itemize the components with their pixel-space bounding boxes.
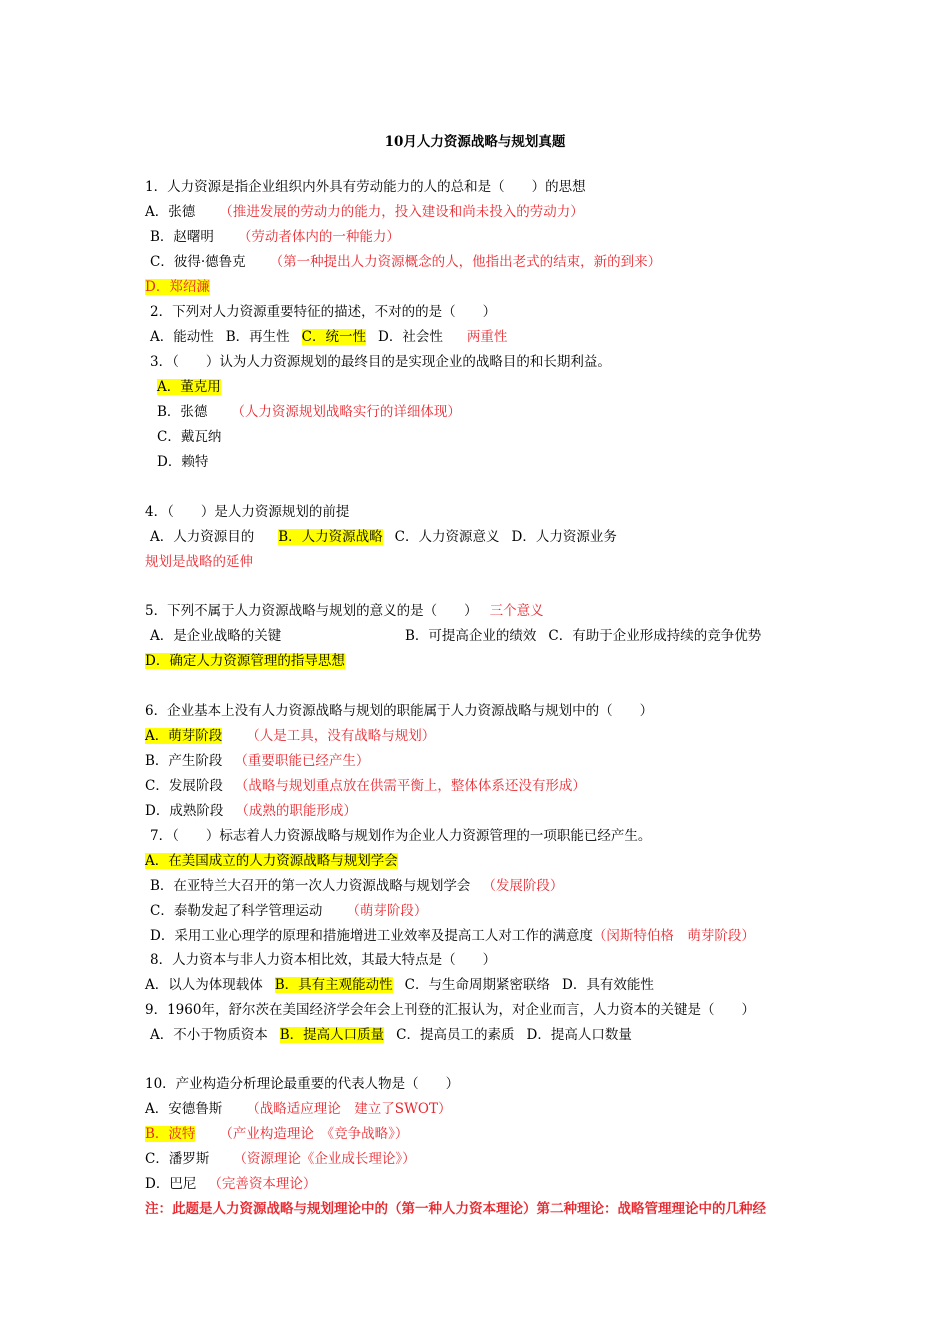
q6-option-a: [145, 727, 435, 745]
q9-options: A．不小于物质资本 B．提高人口质量 C．提高员工的素质 D．提高人口数量: [150, 1027, 632, 1043]
q1-a-note: （推进发展的劳动力的能力，投入建设和尚未投入的劳动力）: [219, 204, 584, 220]
q7-stem: 7．（ ）标志着人力资源战略与规划作为企业人力资源管理的一项职能已经产生。: [150, 828, 652, 844]
q2-note: 两重性: [466, 329, 508, 345]
q6-option-b: B．产生阶段 （重要职能已经产生）: [145, 753, 370, 769]
q10-b-note: （产业构造理论 《竞争战略》）: [219, 1126, 409, 1142]
q5-stem: 5．下列不属于人力资源战略与规划的意义的是（ ） 三个意义: [145, 603, 544, 619]
q10-option-a: A．安德鲁斯 （战略适应理论 建立了SWOT）: [145, 1101, 452, 1117]
q6-stem: 6．企业基本上没有人力资源战略与规划的职能属于人力资源战略与规划中的（ ）: [145, 703, 654, 719]
q1-option-a: A．张德 （推进发展的劳动力的能力，投入建设和尚未投入的劳动力）: [145, 204, 584, 220]
q9-answer: B．提高人口质量: [279, 1027, 385, 1043]
q3-stem: 3．（ ）认为人力资源规划的最终目的是实现企业的战略目的和长期利益。: [150, 354, 611, 370]
q6-option-d: D．成熟阶段 （成熟的职能形成）: [145, 803, 357, 819]
q10-c-note: （资源理论《企业成长理论》）: [233, 1151, 416, 1167]
q7-option-b: B．在亚特兰大召开的第一次人力资源战略与规划学会 （发展阶段）: [150, 878, 564, 894]
q6-option-c: C．发展阶段 （战略与规划重点放在供需平衡上，整体体系还没有形成）: [145, 778, 586, 794]
q1-stem: 1．人力资源是指企业组织内外具有劳动能力的人的总和是（ ）的思想: [145, 179, 586, 195]
q1-c-note: （第一种提出人力资源概念的人，他指出老式的结束，新的到来）: [269, 254, 662, 270]
q3-answer: A．董克用: [157, 379, 221, 395]
q10-footnote: 注：此题是人力资源战略与规划理论中的（第一种人力资本理论）第二种理论：战略管理理论中的几种经: [145, 1201, 766, 1217]
q8-answer: B．具有主观能动性: [274, 977, 393, 993]
q3-option-b: B．张德 （人力资源规划战略实行的详细体现）: [157, 404, 461, 420]
q7-option-c: C．泰勒发起了科学管理运动 （萌芽阶段）: [150, 903, 428, 919]
q3-option-c: C．戴瓦纳: [157, 429, 222, 445]
q4-stem: 4．（ ）是人力资源规划的前提: [145, 504, 350, 520]
q2-stem: 2．下列对人力资源重要特征的描述，不对的的是（ ）: [150, 304, 497, 320]
q5-option-d: [145, 652, 345, 670]
q6-answer: A．萌芽阶段: [145, 728, 223, 744]
q7-answer: A．在美国成立的人力资源战略与规划学会: [145, 853, 398, 869]
q1-option-d: [145, 278, 210, 296]
q1-option-b: B．赵曙明 （劳动者体内的一种能力）: [150, 229, 400, 245]
document-title: 10月人力资源战略与规划真题: [384, 134, 566, 150]
q2-options: A．能动性 B．再生性 C．统一性 D．社会性 两重性: [150, 329, 508, 345]
q1-option-c: C．彼得·德鲁克 （第一种提出人力资源概念的人，他指出老式的结束，新的到来）: [150, 254, 662, 270]
q5-option-bc: B．可提高企业的绩效 C．有助于企业形成持续的竞争优势: [405, 628, 762, 644]
q6-d-note: （成熟的职能形成）: [235, 803, 357, 819]
q10-stem: 10．产业构造分析理论最重要的代表人物是（ ）: [145, 1076, 460, 1092]
q4-answer: B．人力资源战略: [278, 529, 383, 545]
q2-answer: C．统一性: [301, 329, 367, 345]
q1-b-note: （劳动者体内的一种能力）: [237, 229, 400, 245]
q3-option-a: [157, 378, 221, 396]
q3-option-d: D．赖特: [157, 454, 209, 470]
q9-stem: 9．1960年，舒尔茨在美国经济学会年会上刊登的汇报认为，对企业而言，人力资本的关键是（ ）: [145, 1002, 755, 1018]
q5-stem-note: 三个意义: [489, 603, 544, 619]
q4-options: A．人力资源目的 B．人力资源战略 C．人力资源意义 D．人力资源业务: [150, 529, 617, 545]
q7-d-note: （闵斯特伯格 萌芽阶段）: [592, 928, 755, 944]
q10-option-c: C．潘罗斯 （资源理论《企业成长理论》）: [145, 1151, 416, 1167]
q5-option-a: A．是企业战略的关键: [150, 628, 282, 644]
q3-b-note: （人力资源规划战略实行的详细体现）: [231, 404, 461, 420]
q6-b-note: （重要职能已经产生）: [234, 753, 370, 769]
q10-a-note: （战略适应理论 建立了SWOT）: [246, 1101, 452, 1117]
q8-stem: 8．人力资本与非人力资本相比效，其最大特点是（ ）: [150, 952, 497, 968]
q7-c-note: （萌芽阶段）: [346, 903, 428, 919]
q10-option-b: [145, 1125, 408, 1143]
q4-note: 规划是战略的延伸: [145, 554, 253, 570]
q10-option-d: D．巴尼 （完善资本理论）: [145, 1176, 317, 1192]
q10-answer: B．波特: [145, 1126, 196, 1142]
q8-options: A．以人为体现载体 B．具有主观能动性 C．与生命周期紧密联络 D．具有效能性: [145, 977, 654, 993]
q10-d-note: （完善资本理论）: [208, 1176, 317, 1192]
q6-a-note: （人是工具，没有战略与规划）: [246, 728, 436, 744]
q7-option-a: [145, 852, 398, 870]
q5-answer: D．确定人力资源管理的指导思想: [145, 653, 345, 669]
q6-c-note: （战略与规划重点放在供需平衡上，整体体系还没有形成）: [234, 778, 586, 794]
q7-option-d: D．采用工业心理学的原理和措施增进工业效率及提高工人对工作的满意度（闵斯特伯格 萌芽阶段）: [150, 928, 755, 944]
q1-answer: D．郑绍濂: [145, 279, 210, 295]
q7-b-note: （发展阶段）: [482, 878, 564, 894]
